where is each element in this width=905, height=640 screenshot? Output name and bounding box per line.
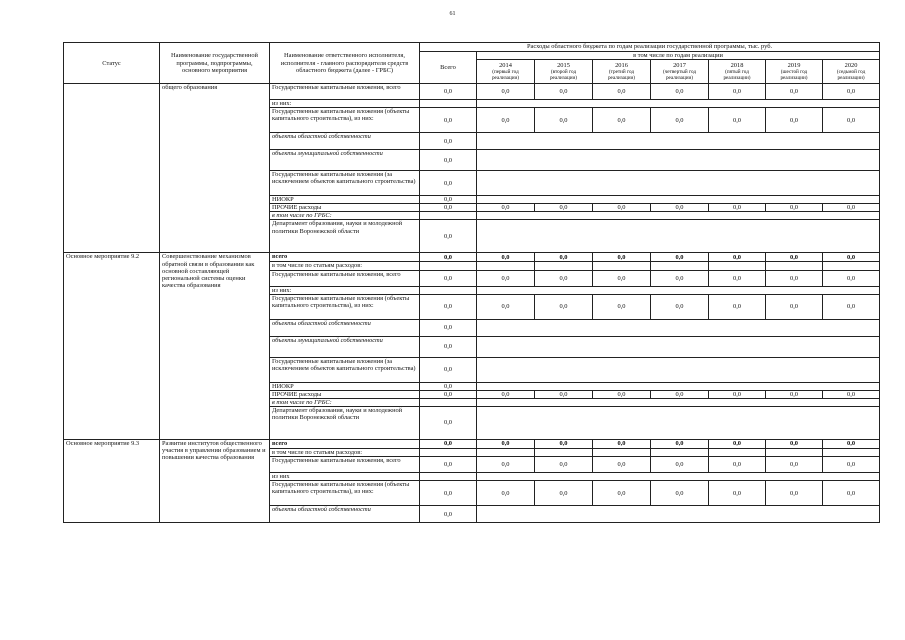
row-year-value: [477, 336, 535, 357]
row-year-value: [709, 319, 766, 336]
row-label: НИОКР: [270, 196, 420, 204]
header-year-note: (четвертый год реализации): [662, 69, 697, 82]
row-year-value: 0,0: [823, 457, 880, 473]
row-year-value: 0,0: [593, 439, 651, 448]
row-year-value: [766, 133, 823, 150]
row-year-value: [477, 286, 535, 294]
row-year-value: 0,0: [823, 108, 880, 133]
row-year-value: [766, 171, 823, 196]
row-year-value: [535, 382, 593, 390]
row-year-value: [593, 262, 651, 270]
row-total: 0,0: [420, 357, 477, 382]
row-year-value: [766, 212, 823, 220]
row-label: Государственные капитальные вложения (объекты капитального строительства), из них:: [270, 294, 420, 319]
row-year-value: [651, 100, 709, 108]
row-year-value: 0,0: [709, 390, 766, 398]
row-year-value: [651, 150, 709, 171]
row-year-value: 0,0: [651, 204, 709, 212]
row-year-value: [651, 212, 709, 220]
header-incl-years: в том числе по годам реализации: [477, 52, 880, 60]
row-year-value: [651, 133, 709, 150]
row-year-value: 0,0: [651, 439, 709, 448]
row-year-value: 0,0: [823, 84, 880, 100]
row-label: объекты областной собственности: [270, 506, 420, 523]
row-year-value: 0,0: [535, 204, 593, 212]
header-year-2017: [651, 60, 709, 84]
row-year-value: [823, 406, 880, 439]
row-label: из них:: [270, 100, 420, 108]
row-year-value: [535, 319, 593, 336]
row-label: ПРОЧИЕ расходы: [270, 390, 420, 398]
row-year-value: 0,0: [823, 439, 880, 448]
row-total: 0,0: [420, 406, 477, 439]
row-year-value: 0,0: [535, 481, 593, 506]
row-year-value: [651, 382, 709, 390]
table-header: [64, 43, 880, 84]
row-year-value: [709, 473, 766, 481]
row-year-value: [709, 262, 766, 270]
row-total: 0,0: [420, 457, 477, 473]
row-year-value: [593, 212, 651, 220]
row-label: в том числе по ГРБС:: [270, 212, 420, 220]
row-year-value: [709, 220, 766, 253]
row-label: объекты муниципальной собственности: [270, 150, 420, 171]
row-year-value: [651, 398, 709, 406]
table-body: [64, 84, 880, 523]
row-year-value: [823, 448, 880, 456]
row-total: 0,0: [420, 171, 477, 196]
row-year-value: [823, 150, 880, 171]
row-total: 0,0: [420, 336, 477, 357]
row-year-value: [766, 262, 823, 270]
row-year-value: 0,0: [766, 481, 823, 506]
row-label: Государственные капитальные вложения (объекты капитального строительства), из них:: [270, 108, 420, 133]
row-year-value: 0,0: [651, 481, 709, 506]
row-year-value: [709, 133, 766, 150]
row-total: 0,0: [420, 294, 477, 319]
row-year-value: 0,0: [766, 84, 823, 100]
row-total: 0,0: [420, 133, 477, 150]
row-year-value: [823, 212, 880, 220]
header-year-label: 2016: [615, 62, 628, 70]
row-label: Департамент образования, науки и молодежной политики Воронежской области: [270, 406, 420, 439]
row-year-value: 0,0: [593, 294, 651, 319]
row-year-value: 0,0: [593, 253, 651, 262]
row-year-value: 0,0: [709, 108, 766, 133]
row-total: 0,0: [420, 108, 477, 133]
header-executor: Наименование ответственного исполнителя, исполнителя - главного распорядителя средств областного бюджета (далее - ГРБС): [270, 43, 420, 84]
row-year-value: 0,0: [709, 439, 766, 448]
row-year-value: [477, 398, 535, 406]
row-year-value: [651, 220, 709, 253]
row-year-value: 0,0: [535, 253, 593, 262]
row-year-value: [477, 150, 535, 171]
row-year-value: 0,0: [709, 204, 766, 212]
row-year-value: 0,0: [709, 481, 766, 506]
row-year-value: [593, 336, 651, 357]
row-year-value: [593, 133, 651, 150]
row-label: объекты областной собственности: [270, 133, 420, 150]
table-row: [64, 253, 880, 262]
row-total: 0,0: [420, 390, 477, 398]
row-total: 0,0: [420, 84, 477, 100]
row-total: 0,0: [420, 196, 477, 204]
row-total: [420, 262, 477, 270]
row-year-value: 0,0: [651, 253, 709, 262]
row-year-value: [535, 506, 593, 523]
row-year-value: 0,0: [535, 108, 593, 133]
row-year-value: 0,0: [823, 204, 880, 212]
row-year-value: [535, 262, 593, 270]
table-row: [64, 439, 880, 448]
row-year-value: [535, 133, 593, 150]
row-year-value: [477, 448, 535, 456]
row-year-value: [535, 357, 593, 382]
header-year-note: (первый год реализации): [491, 69, 520, 82]
row-label: в том числе по статьям расходов:: [270, 448, 420, 456]
row-year-value: [535, 100, 593, 108]
row-total: [420, 286, 477, 294]
row-total: [420, 398, 477, 406]
row-label: из них: [270, 473, 420, 481]
row-program-name: Совершенствование механизмов обратной связи в образовании как основной составляющей региональной системы оценки качества образования: [160, 253, 270, 439]
row-label: в том числе по ГРБС:: [270, 398, 420, 406]
row-year-value: [535, 448, 593, 456]
row-total: [420, 100, 477, 108]
row-year-value: [766, 357, 823, 382]
row-year-value: [477, 196, 535, 204]
row-total: 0,0: [420, 270, 477, 286]
row-year-value: 0,0: [766, 253, 823, 262]
row-year-value: [766, 196, 823, 204]
row-year-value: [477, 133, 535, 150]
row-year-value: [823, 319, 880, 336]
header-program-name: Наименование государственной программы, подпрограммы, основного мероприятия: [160, 43, 270, 84]
row-year-value: [535, 473, 593, 481]
row-total: [420, 212, 477, 220]
row-total: 0,0: [420, 481, 477, 506]
row-year-value: [535, 336, 593, 357]
row-year-value: 0,0: [709, 294, 766, 319]
row-year-value: [651, 357, 709, 382]
row-label: Государственные капитальные вложения (за исключением объектов капитального строительства): [270, 171, 420, 196]
row-year-value: [823, 196, 880, 204]
row-year-value: [823, 398, 880, 406]
row-year-value: 0,0: [535, 84, 593, 100]
row-total: 0,0: [420, 439, 477, 448]
row-year-value: 0,0: [477, 390, 535, 398]
row-year-value: [709, 406, 766, 439]
row-year-value: [593, 286, 651, 294]
row-year-value: 0,0: [477, 253, 535, 262]
row-year-value: [823, 473, 880, 481]
row-year-value: [593, 220, 651, 253]
row-year-value: [477, 262, 535, 270]
row-label: Государственные капитальные вложения (объекты капитального строительства), из них:: [270, 481, 420, 506]
row-year-value: 0,0: [766, 108, 823, 133]
row-year-value: 0,0: [766, 270, 823, 286]
row-year-value: [766, 398, 823, 406]
row-year-value: [823, 382, 880, 390]
row-year-value: [651, 171, 709, 196]
row-year-value: [477, 506, 535, 523]
header-year-label: 2014: [499, 62, 512, 70]
header-year-2014: [477, 60, 535, 84]
row-year-value: [535, 150, 593, 171]
row-year-value: [535, 220, 593, 253]
row-year-value: [823, 171, 880, 196]
row-year-value: [823, 336, 880, 357]
row-year-value: [651, 262, 709, 270]
row-label: объекты муниципальной собственности: [270, 336, 420, 357]
row-label: всего: [270, 253, 420, 262]
row-year-value: 0,0: [593, 457, 651, 473]
row-label: всего: [270, 439, 420, 448]
header-year-label: 2015: [557, 62, 570, 70]
row-year-value: 0,0: [766, 294, 823, 319]
row-year-value: 0,0: [709, 84, 766, 100]
row-year-value: [651, 286, 709, 294]
header-year-2020: [823, 60, 880, 84]
row-year-value: 0,0: [766, 457, 823, 473]
row-year-value: [477, 171, 535, 196]
row-year-value: 0,0: [766, 439, 823, 448]
header-year-2016: [593, 60, 651, 84]
row-year-value: [766, 448, 823, 456]
row-year-value: 0,0: [477, 270, 535, 286]
row-label: Государственные капитальные вложения, всего: [270, 457, 420, 473]
row-year-value: [593, 473, 651, 481]
row-year-value: [477, 100, 535, 108]
row-year-value: 0,0: [709, 270, 766, 286]
row-year-value: 0,0: [766, 390, 823, 398]
row-label: Департамент образования, науки и молодежной политики Воронежской области: [270, 220, 420, 253]
row-year-value: [823, 357, 880, 382]
row-total: [420, 473, 477, 481]
row-year-value: [535, 212, 593, 220]
row-year-value: [535, 171, 593, 196]
row-year-value: 0,0: [593, 108, 651, 133]
row-year-value: [651, 196, 709, 204]
row-year-value: [823, 506, 880, 523]
header-year-label: 2019: [787, 62, 801, 70]
row-year-value: 0,0: [651, 108, 709, 133]
row-year-value: [709, 212, 766, 220]
header-year-label: 2018: [730, 62, 744, 70]
header-year-note: (седьмой год реализации): [836, 69, 866, 82]
header-total: Всего: [420, 52, 477, 84]
row-year-value: 0,0: [535, 270, 593, 286]
row-year-value: [709, 357, 766, 382]
row-label: Государственные капитальные вложения, всего: [270, 270, 420, 286]
row-year-value: [593, 150, 651, 171]
row-year-value: [766, 100, 823, 108]
row-year-value: [823, 133, 880, 150]
table-row: [64, 84, 880, 100]
row-year-value: [593, 357, 651, 382]
row-label: из них:: [270, 286, 420, 294]
row-total: 0,0: [420, 506, 477, 523]
row-status: Основное мероприятие 9.2: [64, 253, 160, 439]
row-year-value: 0,0: [823, 253, 880, 262]
row-year-value: 0,0: [477, 481, 535, 506]
row-total: 0,0: [420, 382, 477, 390]
row-year-value: [593, 100, 651, 108]
row-total: [420, 448, 477, 456]
row-year-value: [823, 100, 880, 108]
row-total: 0,0: [420, 204, 477, 212]
row-label: Государственные капитальные вложения (за исключением объектов капитального строительства): [270, 357, 420, 382]
row-status: [64, 84, 160, 253]
row-label: НИОКР: [270, 382, 420, 390]
budget-table: [63, 42, 880, 523]
row-year-value: 0,0: [477, 439, 535, 448]
row-year-value: [535, 398, 593, 406]
row-year-value: [593, 448, 651, 456]
row-year-value: 0,0: [477, 108, 535, 133]
row-year-value: [709, 506, 766, 523]
row-year-value: [709, 150, 766, 171]
row-year-value: [477, 220, 535, 253]
row-year-value: [593, 506, 651, 523]
row-year-value: [535, 196, 593, 204]
page-number: 61: [449, 11, 456, 17]
row-year-value: 0,0: [593, 481, 651, 506]
row-year-value: 0,0: [593, 84, 651, 100]
row-year-value: [593, 319, 651, 336]
row-year-value: [766, 506, 823, 523]
row-year-value: [766, 406, 823, 439]
header-year-label: 2020: [844, 62, 858, 70]
row-year-value: [651, 406, 709, 439]
row-year-value: 0,0: [535, 457, 593, 473]
row-year-value: [709, 171, 766, 196]
row-year-value: [477, 212, 535, 220]
header-year-2015: [535, 60, 593, 84]
row-year-value: 0,0: [823, 481, 880, 506]
row-year-value: 0,0: [823, 294, 880, 319]
row-year-value: [593, 196, 651, 204]
row-year-value: [709, 196, 766, 204]
row-year-value: [766, 473, 823, 481]
row-year-value: [766, 286, 823, 294]
row-year-value: [477, 319, 535, 336]
row-year-value: 0,0: [477, 294, 535, 319]
row-year-value: 0,0: [477, 204, 535, 212]
row-total: 0,0: [420, 220, 477, 253]
row-year-value: [477, 382, 535, 390]
header-year-label: 2017: [673, 62, 686, 70]
row-year-value: 0,0: [651, 390, 709, 398]
header-year-2019: [766, 60, 823, 84]
row-year-value: [651, 336, 709, 357]
header-status: Статус: [64, 43, 160, 84]
row-year-value: 0,0: [651, 294, 709, 319]
row-year-value: [823, 286, 880, 294]
row-year-value: 0,0: [709, 253, 766, 262]
header-expenses: Расходы областного бюджета по годам реализации государственной программы, тыс. руб.: [420, 43, 880, 52]
row-year-value: [477, 357, 535, 382]
row-year-value: [766, 150, 823, 171]
row-year-value: [477, 473, 535, 481]
row-label: Государственные капитальные вложения, всего: [270, 84, 420, 100]
row-year-value: [651, 319, 709, 336]
row-year-value: 0,0: [651, 270, 709, 286]
row-total: 0,0: [420, 150, 477, 171]
row-year-value: [709, 448, 766, 456]
row-year-value: [766, 319, 823, 336]
row-year-value: [709, 398, 766, 406]
row-year-value: [709, 286, 766, 294]
row-year-value: [709, 382, 766, 390]
row-year-value: [651, 506, 709, 523]
row-year-value: [593, 171, 651, 196]
header-year-note: (второй год реализации): [549, 69, 578, 82]
row-year-value: 0,0: [651, 84, 709, 100]
row-year-value: [651, 473, 709, 481]
row-year-value: [593, 382, 651, 390]
row-program-name: общего образования: [160, 84, 270, 253]
row-year-value: 0,0: [477, 84, 535, 100]
header-year-note: (шестой год реализации): [780, 69, 808, 82]
header-year-note: (пятый год реализации): [723, 69, 751, 82]
row-year-value: 0,0: [651, 457, 709, 473]
row-year-value: [593, 406, 651, 439]
row-year-value: 0,0: [823, 270, 880, 286]
row-year-value: 0,0: [823, 390, 880, 398]
row-year-value: [651, 448, 709, 456]
row-year-value: [477, 406, 535, 439]
row-year-value: [823, 220, 880, 253]
row-year-value: 0,0: [766, 204, 823, 212]
row-year-value: 0,0: [535, 439, 593, 448]
row-total: 0,0: [420, 319, 477, 336]
row-year-value: 0,0: [535, 390, 593, 398]
row-year-value: [709, 100, 766, 108]
header-year-note: (третий год реализации): [607, 69, 636, 82]
row-year-value: 0,0: [535, 294, 593, 319]
row-year-value: [593, 398, 651, 406]
row-year-value: 0,0: [477, 457, 535, 473]
row-total: 0,0: [420, 253, 477, 262]
row-year-value: [766, 382, 823, 390]
row-year-value: 0,0: [709, 457, 766, 473]
row-status: Основное мероприятие 9.3: [64, 439, 160, 522]
row-year-value: [535, 406, 593, 439]
row-year-value: 0,0: [593, 270, 651, 286]
row-label: ПРОЧИЕ расходы: [270, 204, 420, 212]
row-year-value: [535, 286, 593, 294]
row-label: в том числе по статьям расходов:: [270, 262, 420, 270]
row-year-value: [709, 336, 766, 357]
row-year-value: 0,0: [593, 204, 651, 212]
row-year-value: [766, 220, 823, 253]
row-year-value: [823, 262, 880, 270]
row-program-name: Развитие институтов общественного участия в управлении образованием и повышении качества образования: [160, 439, 270, 522]
row-year-value: [766, 336, 823, 357]
row-label: объекты областной собственности: [270, 319, 420, 336]
row-year-value: 0,0: [593, 390, 651, 398]
header-year-2018: [709, 60, 766, 84]
